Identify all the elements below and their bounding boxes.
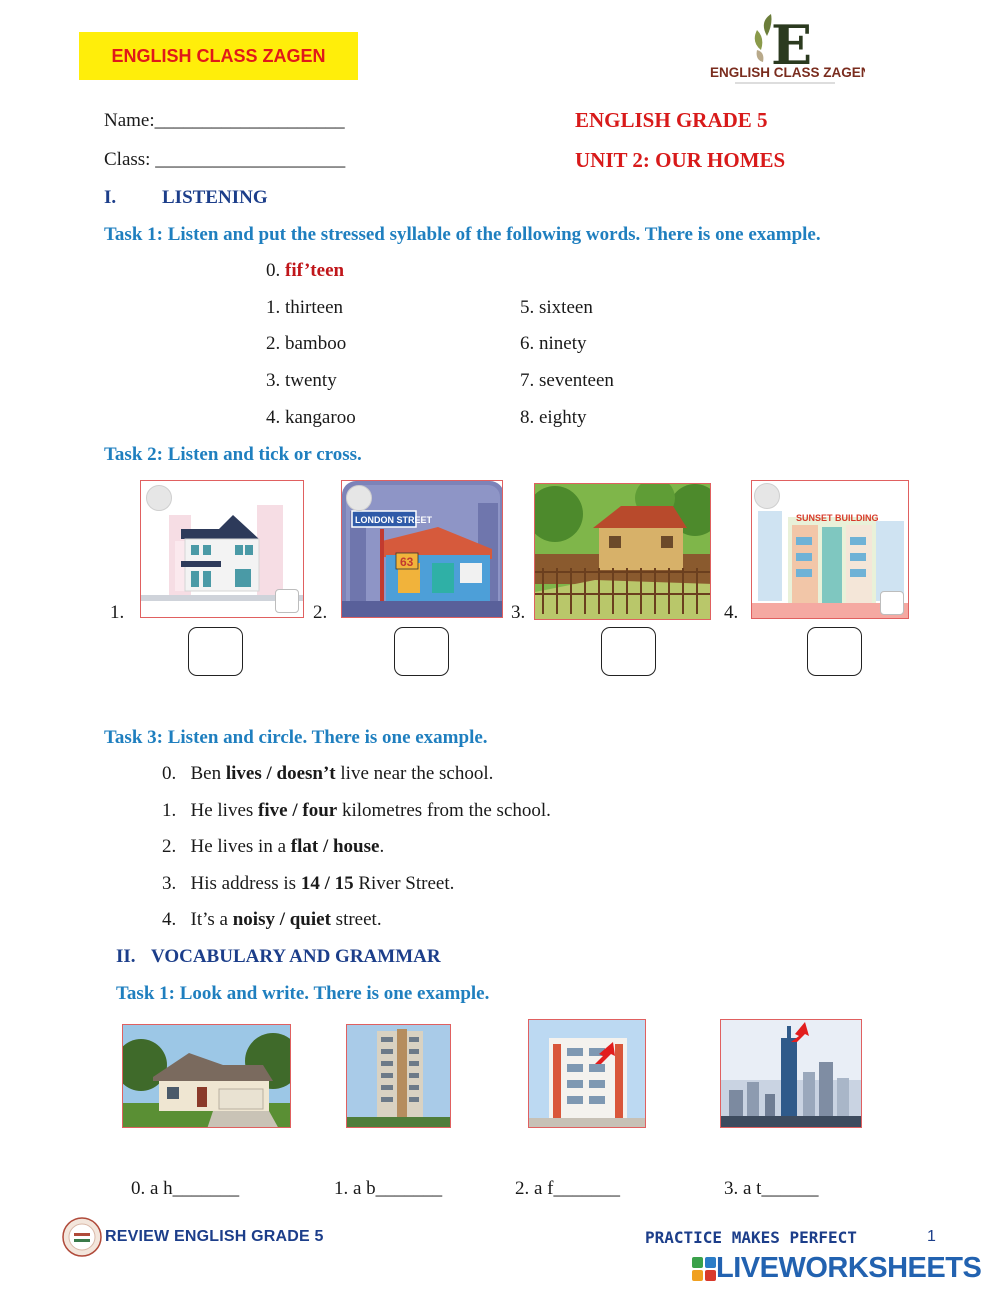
- vocab-answer-0[interactable]: 0. a h_______: [131, 1178, 240, 1199]
- section-2-title: VOCABULARY AND GRAMMAR: [151, 946, 441, 967]
- stress-word-4: 4. kangaroo: [266, 407, 356, 428]
- picture-label-4: 4.: [724, 602, 739, 623]
- class-field[interactable]: Class: ____________________: [104, 149, 346, 170]
- circle-options[interactable]: noisy / quiet: [232, 909, 331, 930]
- vocab-picture-house: [122, 1024, 291, 1128]
- vocab-picture-building: [346, 1024, 451, 1128]
- circle-item-text: His address is: [190, 873, 301, 894]
- answer-box-1[interactable]: [188, 627, 243, 676]
- picture-label-2: 2.: [313, 602, 328, 623]
- liveworksheets-brand[interactable]: [692, 1252, 981, 1285]
- circle-item-text: Ben: [190, 763, 226, 784]
- circle-item-3: [162, 873, 454, 895]
- section-1-number: I.: [104, 187, 117, 208]
- section-1-title: LISTENING: [162, 187, 268, 208]
- grade-title: ENGLISH GRADE 5: [575, 108, 768, 132]
- liveworksheets-text: LIVEWORKSHEETS: [716, 1252, 982, 1284]
- vocabulary-task-1-title: Task 1: Look and write. There is one example.: [116, 983, 490, 1004]
- listening-task-1-title: Task 1: Listen and put the stressed syllable of the following words. There is one example.: [104, 224, 821, 245]
- vocab-answer-1[interactable]: 1. a b_______: [334, 1178, 443, 1199]
- house-picture-1: [140, 480, 304, 618]
- footer-motto: PRACTICE MAKES PERFECT: [645, 1228, 857, 1247]
- picture-1-circle-marker[interactable]: [146, 485, 172, 511]
- vocab-answer-2[interactable]: 2. a f_______: [515, 1178, 621, 1199]
- picture-4-check-square[interactable]: [880, 591, 904, 615]
- stress-word-8: 8. eighty: [520, 407, 587, 428]
- vocab-picture-tower: [720, 1019, 862, 1128]
- house-number-text: 63: [400, 555, 414, 569]
- circle-item-0: [162, 763, 493, 785]
- listening-task-3-title: Task 3: Listen and circle. There is one example.: [104, 727, 488, 748]
- vocab-answer-3[interactable]: 3. a t______: [724, 1178, 819, 1199]
- circle-item-text: .: [379, 836, 385, 857]
- footer-review-text: REVIEW ENGLISH GRADE 5: [105, 1228, 324, 1245]
- answer-box-2[interactable]: [394, 627, 449, 676]
- liveworksheets-logo-icon: [692, 1257, 716, 1281]
- circle-item-number: 4.: [162, 909, 177, 930]
- circle-item-text: live near the school.: [335, 763, 494, 784]
- circle-item-1: [162, 800, 551, 822]
- picture-label-1: 1.: [110, 602, 125, 623]
- circle-item-text: kilometres from the school.: [337, 800, 551, 821]
- stress-example-number: 0.: [266, 260, 281, 281]
- answer-box-4[interactable]: [807, 627, 862, 676]
- circle-item-text: He lives: [190, 800, 259, 821]
- street-sign-text: LONDON STREET: [355, 515, 433, 525]
- circle-options[interactable]: lives / doesn’t: [225, 763, 336, 784]
- circle-options[interactable]: five / four: [258, 800, 338, 821]
- footer-badge-icon: [62, 1217, 102, 1257]
- logo-text: ENGLISH CLASS ZAGEN: [710, 65, 865, 80]
- unit-title: UNIT 2: OUR HOMES: [575, 148, 786, 172]
- circle-item-number: 0.: [162, 763, 177, 784]
- circle-item-number: 3.: [162, 873, 177, 894]
- picture-4-circle-marker[interactable]: [754, 483, 780, 509]
- class-banner: [79, 32, 358, 80]
- picture-2-circle-marker[interactable]: [346, 485, 372, 511]
- stress-word-3: 3. twenty: [266, 370, 337, 391]
- circle-item-2: [162, 836, 384, 858]
- stress-word-6: 6. ninety: [520, 333, 587, 354]
- circle-item-text: He lives in a: [190, 836, 291, 857]
- house-picture-3: [534, 483, 711, 620]
- stress-word-1: 1. thirteen: [266, 297, 344, 318]
- name-field[interactable]: Name:____________________: [104, 110, 345, 131]
- circle-item-text: street.: [330, 909, 382, 930]
- circle-options[interactable]: 14 / 15: [300, 873, 354, 894]
- picture-1-check-square[interactable]: [275, 589, 299, 613]
- class-banner-text: ENGLISH CLASS ZAGEN: [111, 45, 326, 66]
- circle-item-4: [162, 909, 382, 931]
- circle-item-text: It’s a: [190, 909, 233, 930]
- section-2-number: II.: [116, 946, 136, 967]
- picture-label-3: 3.: [511, 602, 526, 623]
- stress-word-2: 2. bamboo: [266, 333, 347, 354]
- circle-options[interactable]: flat / house: [290, 836, 380, 857]
- listening-task-2-title: Task 2: Listen and tick or cross.: [104, 444, 362, 465]
- logo-letter: E: [771, 13, 813, 77]
- school-logo: [705, 6, 865, 90]
- circle-item-text: River Street.: [353, 873, 455, 894]
- stress-example: [266, 260, 344, 282]
- stress-example-word: fif’teen: [285, 260, 345, 281]
- vocab-picture-flat: [528, 1019, 646, 1128]
- circle-item-number: 1.: [162, 800, 177, 821]
- answer-box-3[interactable]: [601, 627, 656, 676]
- page-number: 1: [927, 1228, 936, 1245]
- circle-item-number: 2.: [162, 836, 177, 857]
- house-picture-2: [341, 480, 503, 618]
- house-picture-4: [751, 480, 909, 619]
- stress-word-5: 5. sixteen: [520, 297, 593, 318]
- building-sign-text: SUNSET BUILDING: [796, 513, 879, 523]
- stress-word-7: 7. seventeen: [520, 370, 614, 391]
